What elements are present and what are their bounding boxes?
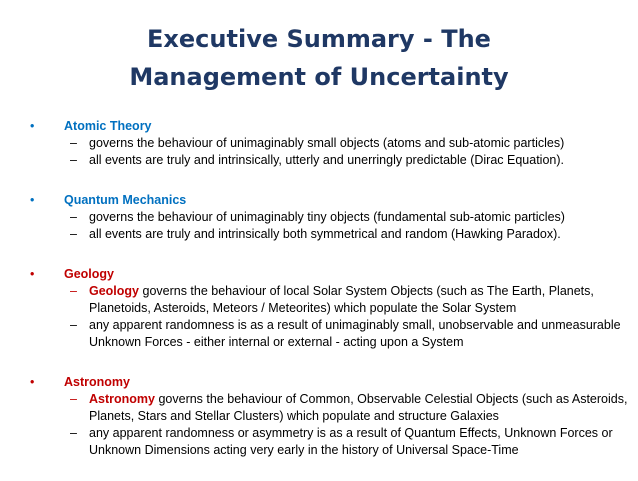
dash-marker: – bbox=[70, 153, 77, 167]
section-heading: Quantum Mechanics bbox=[64, 193, 187, 207]
sub-item bbox=[30, 135, 630, 152]
dash-marker: – bbox=[70, 392, 77, 406]
section-atomic-theory bbox=[30, 117, 630, 169]
slide-title bbox=[0, 20, 638, 96]
sub-item-text: any apparent randomness or asymmetry is as a result of Quantum Effects, Unknown Forces or Unknown Dimensions acting very early in the history of Universal Space-Time bbox=[89, 426, 613, 457]
sub-item-text: governs the behaviour of unimaginably tiny objects (fundamental sub-atomic particles) bbox=[89, 210, 565, 224]
sub-item-text: all events are truly and intrinsically, utterly and unerringly predictable (Dirac Equation). bbox=[89, 153, 564, 167]
section-astronomy bbox=[30, 373, 630, 459]
keyword: Astronomy bbox=[89, 392, 155, 406]
sub-item-text: governs the behaviour of Common, Observable Celestial Objects (such as Asteroids, Planets, Stars and Stellar Clusters) which populate and structure Galaxies bbox=[89, 392, 628, 423]
bullet-list bbox=[30, 117, 630, 481]
sub-item-text: any apparent randomness is as a result of unimaginably small, unobservable and unmeasurable Unknown Forces - either internal or external - acting upon a System bbox=[89, 318, 621, 349]
sub-item-text: governs the behaviour of unimaginably small objects (atoms and sub-atomic particles) bbox=[89, 136, 565, 150]
section-heading: Geology bbox=[64, 267, 115, 281]
section-heading: Astronomy bbox=[64, 375, 130, 389]
sub-item bbox=[30, 317, 630, 351]
sub-item bbox=[30, 209, 630, 226]
sub-item-text: governs the behaviour of local Solar System Objects (such as The Earth, Planets, Planetoids, Asteroids, Meteors / Meteorites) which populate the Solar System bbox=[89, 284, 594, 315]
sub-item bbox=[30, 391, 630, 425]
dash-marker: – bbox=[70, 426, 77, 440]
dash-marker: – bbox=[70, 210, 77, 224]
bullet-marker: • bbox=[30, 375, 35, 389]
dash-marker: – bbox=[70, 318, 77, 332]
sub-item bbox=[30, 226, 630, 243]
bullet-marker: • bbox=[30, 193, 35, 207]
section-quantum-mechanics bbox=[30, 191, 630, 243]
sub-item bbox=[30, 283, 630, 317]
sub-item-text: all events are truly and intrinsically both symmetrical and random (Hawking Paradox). bbox=[89, 227, 561, 241]
keyword: Geology bbox=[89, 284, 140, 298]
dash-marker: – bbox=[70, 284, 77, 298]
title-line-1: Executive Summary - The bbox=[147, 25, 491, 53]
dash-marker: – bbox=[70, 227, 77, 241]
section-geology bbox=[30, 265, 630, 351]
bullet-marker: • bbox=[30, 119, 35, 133]
title-line-2: Management of Uncertainty bbox=[129, 63, 509, 91]
bullet-marker: • bbox=[30, 267, 35, 281]
dash-marker: – bbox=[70, 136, 77, 150]
sub-item bbox=[30, 425, 630, 459]
section-heading: Atomic Theory bbox=[64, 119, 152, 133]
sub-item bbox=[30, 152, 630, 169]
